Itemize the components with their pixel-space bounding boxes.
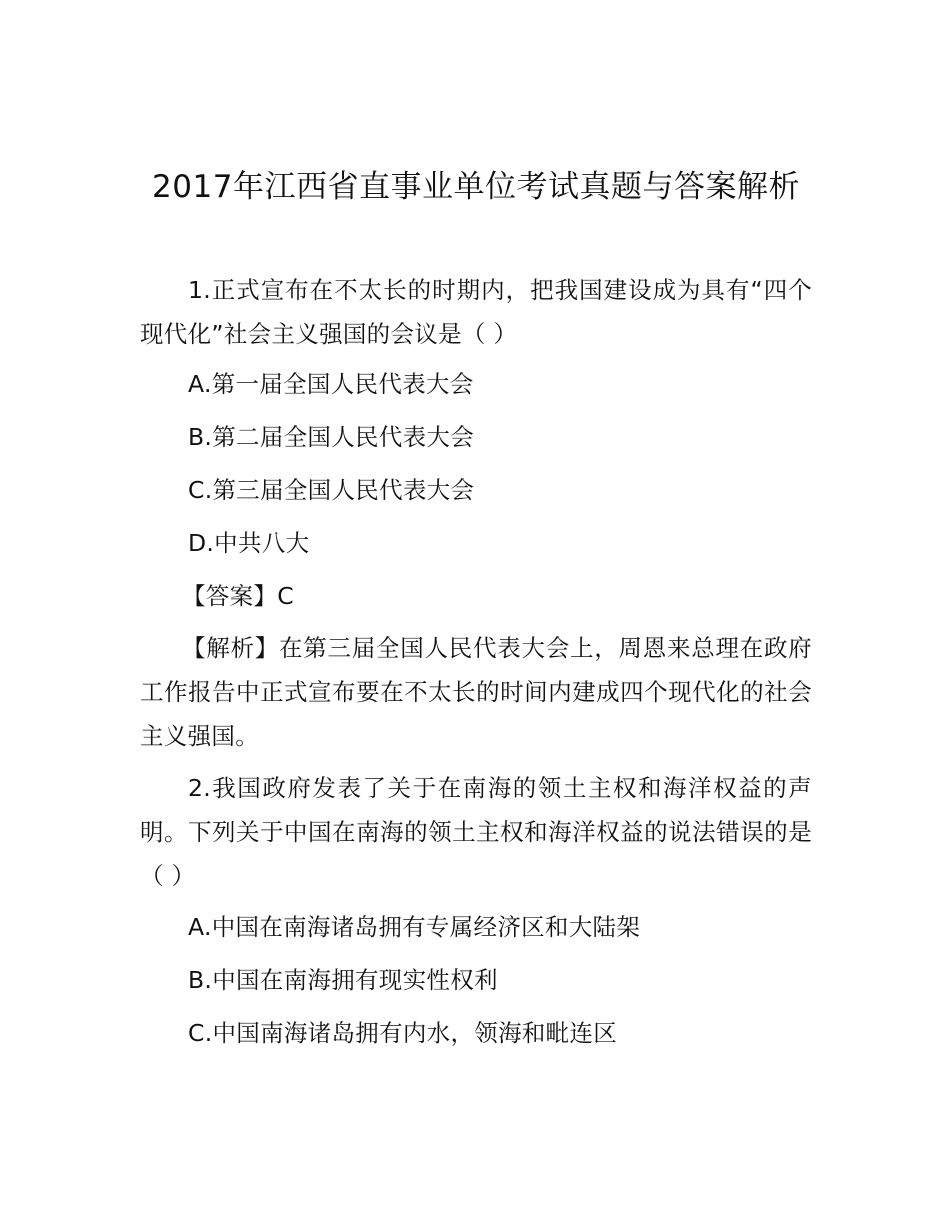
question-2-option-a: A.中国在南海诸岛拥有专属经济区和大陆架	[188, 913, 641, 941]
question-1-option-b: B.第二届全国人民代表大会	[188, 423, 474, 451]
question-1-answer: 【答案】C	[182, 582, 294, 610]
question-2-option-c: C.中国南海诸岛拥有内水，领海和毗连区	[188, 1019, 618, 1047]
question-1-option-a: A.第一届全国人民代表大会	[188, 370, 474, 398]
question-2-stem: 2.我国政府发表了关于在南海的领土主权和海洋权益的声明。下列关于中国在南海的领土主权和海洋权益的说法错误的是（ ）	[140, 774, 812, 890]
question-1-analysis: 【解析】在第三届全国人民代表大会上，周恩来总理在政府工作报告中正式宣布要在不太长的时间内建成四个现代化的社会主义强国。	[140, 634, 812, 750]
question-1-stem: 1.正式宣布在不太长的时期内，把我国建设成为具有“四个现代化”社会主义强国的会议是（ ）	[140, 276, 812, 348]
document-title: 2017年江西省直事业单位考试真题与答案解析	[152, 169, 800, 205]
question-1-option-c: C.第三届全国人民代表大会	[188, 476, 475, 504]
question-2-option-b: B.中国在南海拥有现实性权利	[188, 966, 498, 994]
question-1-option-d: D.中共八大	[188, 529, 310, 557]
